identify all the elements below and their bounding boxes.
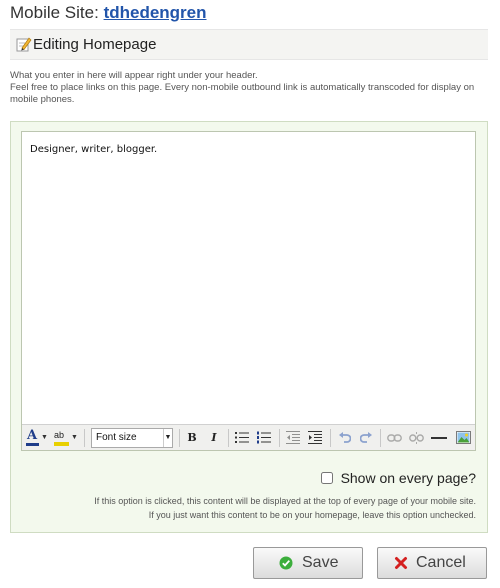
show-on-every-page-row [321,470,476,486]
editor-toolbar [22,424,475,450]
text-color-button[interactable] [24,428,50,447]
insert-image-button[interactable] [452,428,474,447]
editor-content-area[interactable]: Designer, writer, blogger. [30,144,158,155]
indent-button[interactable] [305,428,325,447]
bold-button[interactable]: B [187,431,197,444]
section-header [10,29,488,60]
show-option-note [6,494,476,522]
redo-button[interactable] [356,428,376,447]
link-icon [387,433,402,443]
save-button[interactable] [253,547,363,579]
redo-icon [360,432,373,444]
text-color-icon: A [26,430,39,446]
toolbar-separator [380,429,381,447]
site-title-prefix: Mobile Site: [10,3,99,22]
chevron-down-icon: ▼ [163,429,172,447]
section-title: Editing Homepage [33,36,157,53]
numbered-list-button[interactable] [254,428,274,447]
bullet-list-icon [235,431,249,444]
italic-button[interactable]: I [211,431,217,444]
editor-panel [10,121,488,533]
toolbar-separator [84,429,85,447]
toolbar-separator [179,429,180,447]
cancel-button[interactable] [377,547,487,579]
save-button-label: Save [302,554,339,571]
undo-icon [338,432,351,444]
undo-button[interactable] [334,428,354,447]
site-title [10,3,207,23]
help-line-2: Feel free to place links on this page. Every non-mobile outbound link is automatically transcoded for display on mobile phones. [10,82,475,105]
horizontal-rule-icon [431,436,447,440]
font-size-value: Font size [96,432,137,443]
show-note-line-1: If this option is clicked, this content will be displayed at the top of every page of your mobile site. [94,496,476,506]
toolbar-separator [228,429,229,447]
numbered-list-icon [257,431,271,444]
image-icon [456,431,471,444]
help-line-1: What you enter in here will appear right under your header. [10,70,258,81]
highlight-color-button[interactable] [53,428,79,447]
toolbar-separator [279,429,280,447]
horizontal-rule-button[interactable] [428,428,450,447]
site-name-link[interactable]: tdhedengren [103,3,207,22]
pencil-icon [16,36,32,52]
outdent-icon [286,431,300,444]
close-icon [394,556,408,570]
rich-text-editor [21,131,476,451]
cancel-button-label: Cancel [416,554,466,571]
chevron-down-icon: ▼ [71,434,78,441]
outdent-button[interactable] [283,428,303,447]
indent-icon [308,431,322,444]
show-note-line-2: If you just want this content to be on your homepage, leave this option unchecked. [148,510,476,520]
chevron-down-icon: ▼ [41,434,48,441]
show-on-every-page-label: Show on every page? [340,470,476,486]
highlight-icon: ab [54,430,69,446]
check-circle-icon [279,556,293,570]
toolbar-separator [330,429,331,447]
unlink-icon [409,432,424,444]
font-size-select[interactable] [91,428,173,448]
help-text [10,70,490,106]
show-on-every-page-checkbox[interactable] [321,472,333,484]
insert-link-button[interactable] [384,428,404,447]
bullet-list-button[interactable] [232,428,252,447]
unlink-button[interactable] [406,428,426,447]
